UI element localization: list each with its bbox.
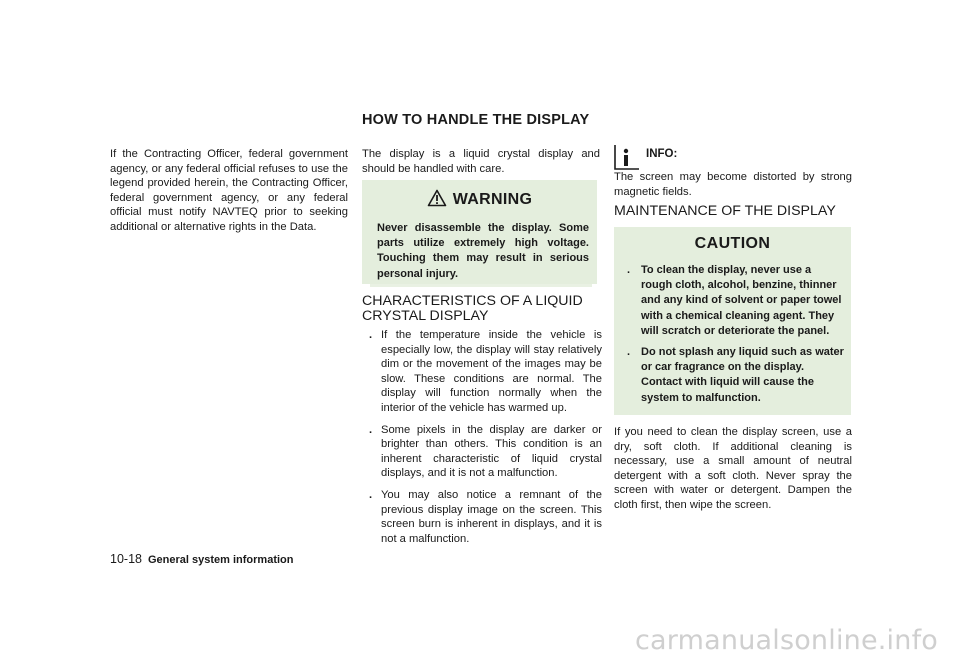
page-number: 10-18 xyxy=(110,552,142,566)
warning-title-text: WARNING xyxy=(452,191,533,208)
bullet-dot: . xyxy=(369,488,373,501)
caution-item-text: To clean the display, never use a rough cloth, alcohol, benzine, thinner and any kind of solvent or paper towel with a chemical cleaning agent. They will scratch or deteriorate the panel. xyxy=(641,264,842,337)
bullet-dot: . xyxy=(369,329,373,341)
page-heading: HOW TO HANDLE THE DISPLAY xyxy=(362,112,590,128)
page-footer xyxy=(110,552,293,566)
info-label: INFO: xyxy=(646,148,678,160)
list-item-text: Some pixels in the display are darker or brighter than others. This condition is an inherent characteristic of liquid crystal displays, and it is not a malfunction. xyxy=(381,423,602,480)
caution-title: CAUTION xyxy=(694,235,771,252)
characteristics-heading: CHARACTERISTICS OF A LIQUID CRYSTAL DISPLAY xyxy=(362,293,583,324)
caution-item xyxy=(626,263,844,339)
bullet-dot: . xyxy=(369,423,373,436)
list-item xyxy=(362,328,602,416)
characteristics-list xyxy=(362,328,602,553)
maintenance-text: If you need to clean the display screen, use a dry, soft cloth. If additional cleaning is necessary, use a small amount of neutral detergent with a soft cloth. Never spray the screen with water or detergent. Dampen the cloth first, then wipe the screen. xyxy=(614,426,852,511)
warning-box-underline xyxy=(370,284,592,287)
info-text: The screen may become distorted by strong magnetic fields. xyxy=(614,171,852,198)
warning-title xyxy=(362,189,597,209)
warning-box xyxy=(362,180,597,284)
list-item xyxy=(362,488,602,546)
info-icon xyxy=(614,144,640,170)
watermark: carmanualsonline.info xyxy=(635,625,938,656)
bullet-dot: . xyxy=(627,346,631,359)
maintenance-heading: MAINTENANCE OF THE DISPLAY xyxy=(614,203,836,219)
bullet-dot: . xyxy=(627,264,631,276)
caution-item-text: Do not splash any liquid such as water or car fragrance on the display. Contact with liquid will cause the system to malfunction. xyxy=(641,346,844,404)
warning-triangle-icon xyxy=(427,189,447,207)
list-item-text: If the temperature inside the vehicle is especially low, the display will stay relatively dim or the movement of the images may be slow. These conditions are normal. The display will function normally when the interior of the vehicle has warmed up. xyxy=(381,329,602,414)
caution-item xyxy=(626,345,844,406)
caution-box xyxy=(614,227,851,415)
list-item-text: You may also notice a remnant of the previous display image on the screen. This screen burn is inherent in displays, and it is not a malfunction. xyxy=(381,488,602,545)
section-title: General system information xyxy=(147,554,294,566)
legal-paragraph: If the Contracting Officer, federal government agency, or any federal official refuses to use the legend provided herein, the Contracting Officer, federal government agency, or any federal official must notify NAVTEQ prior to seeking additional or alternative rights in the Data. xyxy=(110,148,348,233)
caution-list xyxy=(626,263,844,412)
warning-text: Never disassemble the display. Some parts utilize extremely high voltage. Touching them may result in serious personal injury. xyxy=(377,222,589,280)
list-item xyxy=(362,423,602,481)
intro-paragraph: The display is a liquid crystal display and should be handled with care. xyxy=(362,148,600,175)
